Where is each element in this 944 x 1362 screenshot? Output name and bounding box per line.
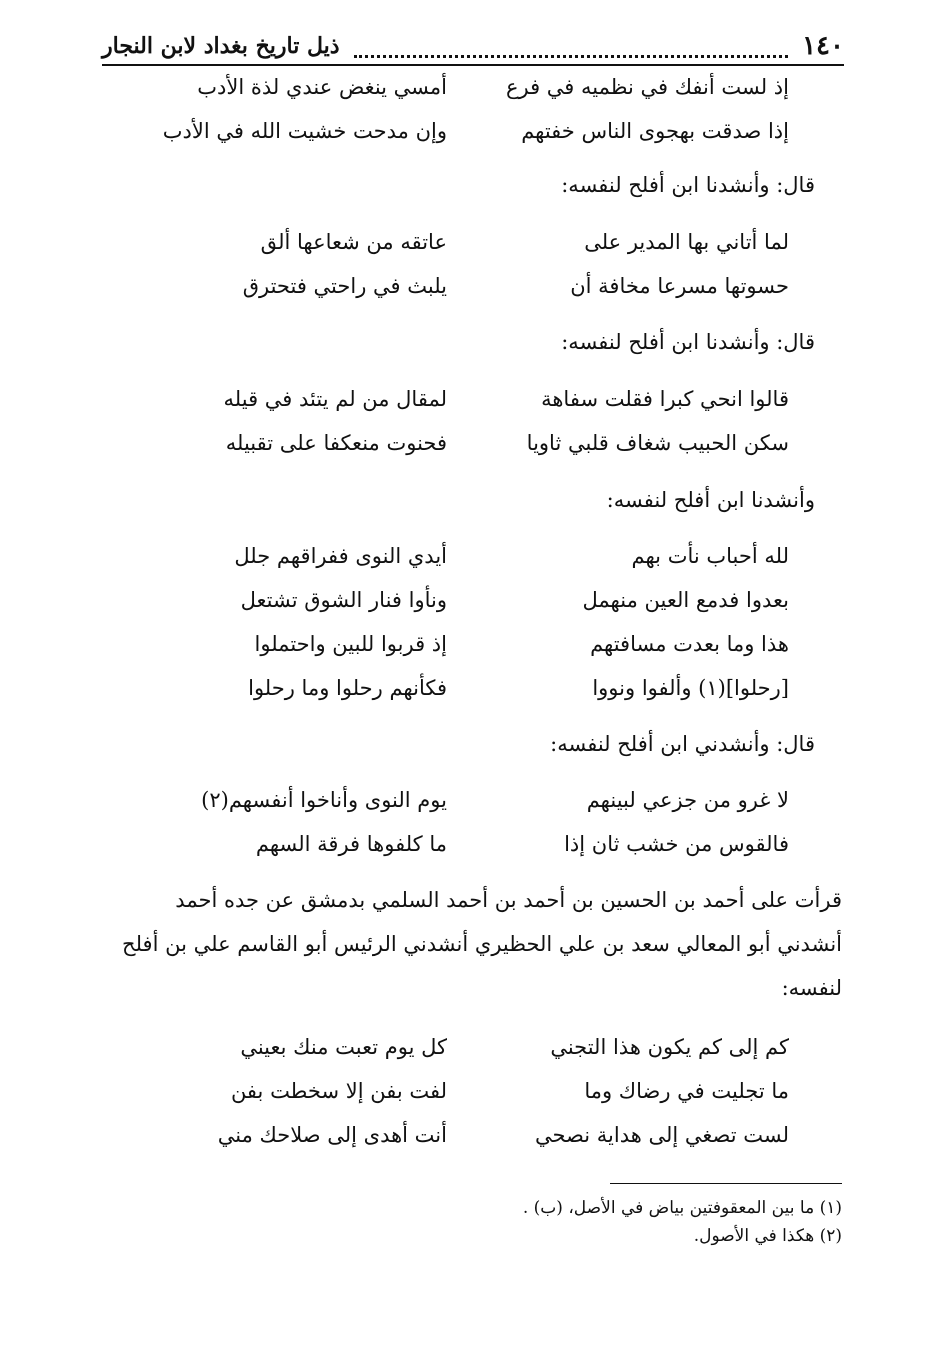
- verse-first-hemistich: لست تصغي إلى هداية نصحي: [534, 1123, 789, 1147]
- verse-line: [0, 622, 944, 666]
- prose-line: قرأت على أحمد بن الحسين بن أحمد بن أحمد السلمي بدمشق عن جده أحمد: [175, 888, 842, 912]
- verse-line: [0, 65, 944, 109]
- attribution-line: وأنشدنا ابن أفلح لنفسه:: [606, 488, 815, 512]
- verse-line: [0, 1025, 944, 1069]
- verse-second-hemistich: ونأوا فنار الشوق تشتعل: [240, 588, 447, 612]
- verse-first-hemistich: حسوتها مسرعا مخافة أن: [570, 274, 789, 298]
- verse-second-hemistich: فكأنهم رحلوا وما رحلوا: [248, 676, 447, 700]
- verse-line: [0, 109, 944, 153]
- verse-first-hemistich: هذا وما بعدت مسافتهم: [590, 632, 789, 656]
- verse-second-hemistich: أيدي النوى ففراقهم جلل: [234, 544, 447, 568]
- prose-line: أنشدني أبو المعالي سعد بن علي الحظيري أنشدني الرئيس أبو القاسم علي بن أفلح: [122, 932, 842, 956]
- verse-first-hemistich: قالوا انحي كبرا فقلت سفاهة: [541, 387, 789, 411]
- verse-line: [0, 220, 944, 264]
- verse-first-hemistich: سكن الحبيب شغاف قلبي ثاويا: [526, 431, 789, 455]
- page-header: [102, 28, 844, 66]
- verse-first-hemistich: [رحلوا](١) وألفوا ونووا: [592, 676, 789, 700]
- verse-second-hemistich: فحنوت منعكفا على تقبيله: [225, 431, 447, 455]
- verse-line: [0, 421, 944, 465]
- verse-second-hemistich: لمقال من لم يتئد في قيله: [223, 387, 447, 411]
- verse-second-hemistich: عاتقه من شعاعها ألق: [260, 230, 447, 254]
- verse-second-hemistich: إذ قربوا للبين واحتملوا: [254, 632, 447, 656]
- verse-first-hemistich: إذا صدقت بهجوى الناس خفتهم: [521, 119, 789, 143]
- verse-first-hemistich: لله أحباب نأت بهم: [631, 544, 789, 568]
- running-title: ذيل تاريخ بغداد لابن النجار: [102, 33, 340, 59]
- verse-line: [0, 778, 944, 822]
- verse-second-hemistich: أنت أهدى إلى صلاحك مني: [217, 1123, 447, 1147]
- attribution-line: قال: وأنشدنا ابن أفلح لنفسه:: [561, 173, 815, 197]
- verse-line: [0, 1113, 944, 1157]
- page-number: ١٤٠: [802, 31, 844, 61]
- verse-line: [0, 1069, 944, 1113]
- verse-line: [0, 822, 944, 866]
- verse-first-hemistich: بعدوا فدمع العين منهمل: [582, 588, 789, 612]
- footnote: (٢) هكذا في الأصول.: [693, 1226, 842, 1246]
- verse-line: [0, 578, 944, 622]
- verse-line: [0, 264, 944, 308]
- verse-first-hemistich: كم إلى كم يكون هذا التجني: [550, 1035, 789, 1059]
- verse-second-hemistich: ما كلفوها فرقة السهم: [255, 832, 447, 856]
- verse-second-hemistich: يلبث في راحتي فتحترق: [242, 274, 447, 298]
- verse-line: [0, 377, 944, 421]
- attribution-line: قال: وأنشدنا ابن أفلح لنفسه:: [561, 330, 815, 354]
- verse-first-hemistich: لما أتاني بها المدير على: [584, 230, 789, 254]
- verse-second-hemistich: لفت بفن إلا سخطت بفن: [230, 1079, 447, 1103]
- verse-second-hemistich: وإن مدحت خشيت الله في الأدب: [162, 119, 447, 143]
- verse-line: [0, 666, 944, 710]
- verse-second-hemistich: أمسي ينغض عندي لذة الأدب: [197, 75, 447, 99]
- verse-first-hemistich: فالقوس من خشب ثان إذا: [564, 832, 789, 856]
- attribution-line: قال: وأنشدني ابن أفلح لنفسه:: [550, 732, 815, 756]
- footnote-rule: [610, 1183, 842, 1184]
- verse-first-hemistich: لا غرو من جزعي لبينهم: [586, 788, 789, 812]
- verse-second-hemistich: يوم النوى وأناخوا أنفسهم(٢): [201, 788, 447, 812]
- prose-line: لنفسه:: [781, 976, 842, 1000]
- verse-first-hemistich: ما تجليت في رضاك وما: [584, 1079, 789, 1103]
- header-dot-leader: [354, 55, 789, 58]
- footnote: (١) ما بين المعقوفتين بياض في الأصل، (ب) .: [522, 1198, 842, 1218]
- verse-second-hemistich: كل يوم تعبت منك بعيني: [240, 1035, 447, 1059]
- prose-paragraph: [100, 878, 842, 1010]
- verse-line: [0, 534, 944, 578]
- verse-first-hemistich: إذ لست أنفك في نظميه في فرع: [505, 75, 789, 99]
